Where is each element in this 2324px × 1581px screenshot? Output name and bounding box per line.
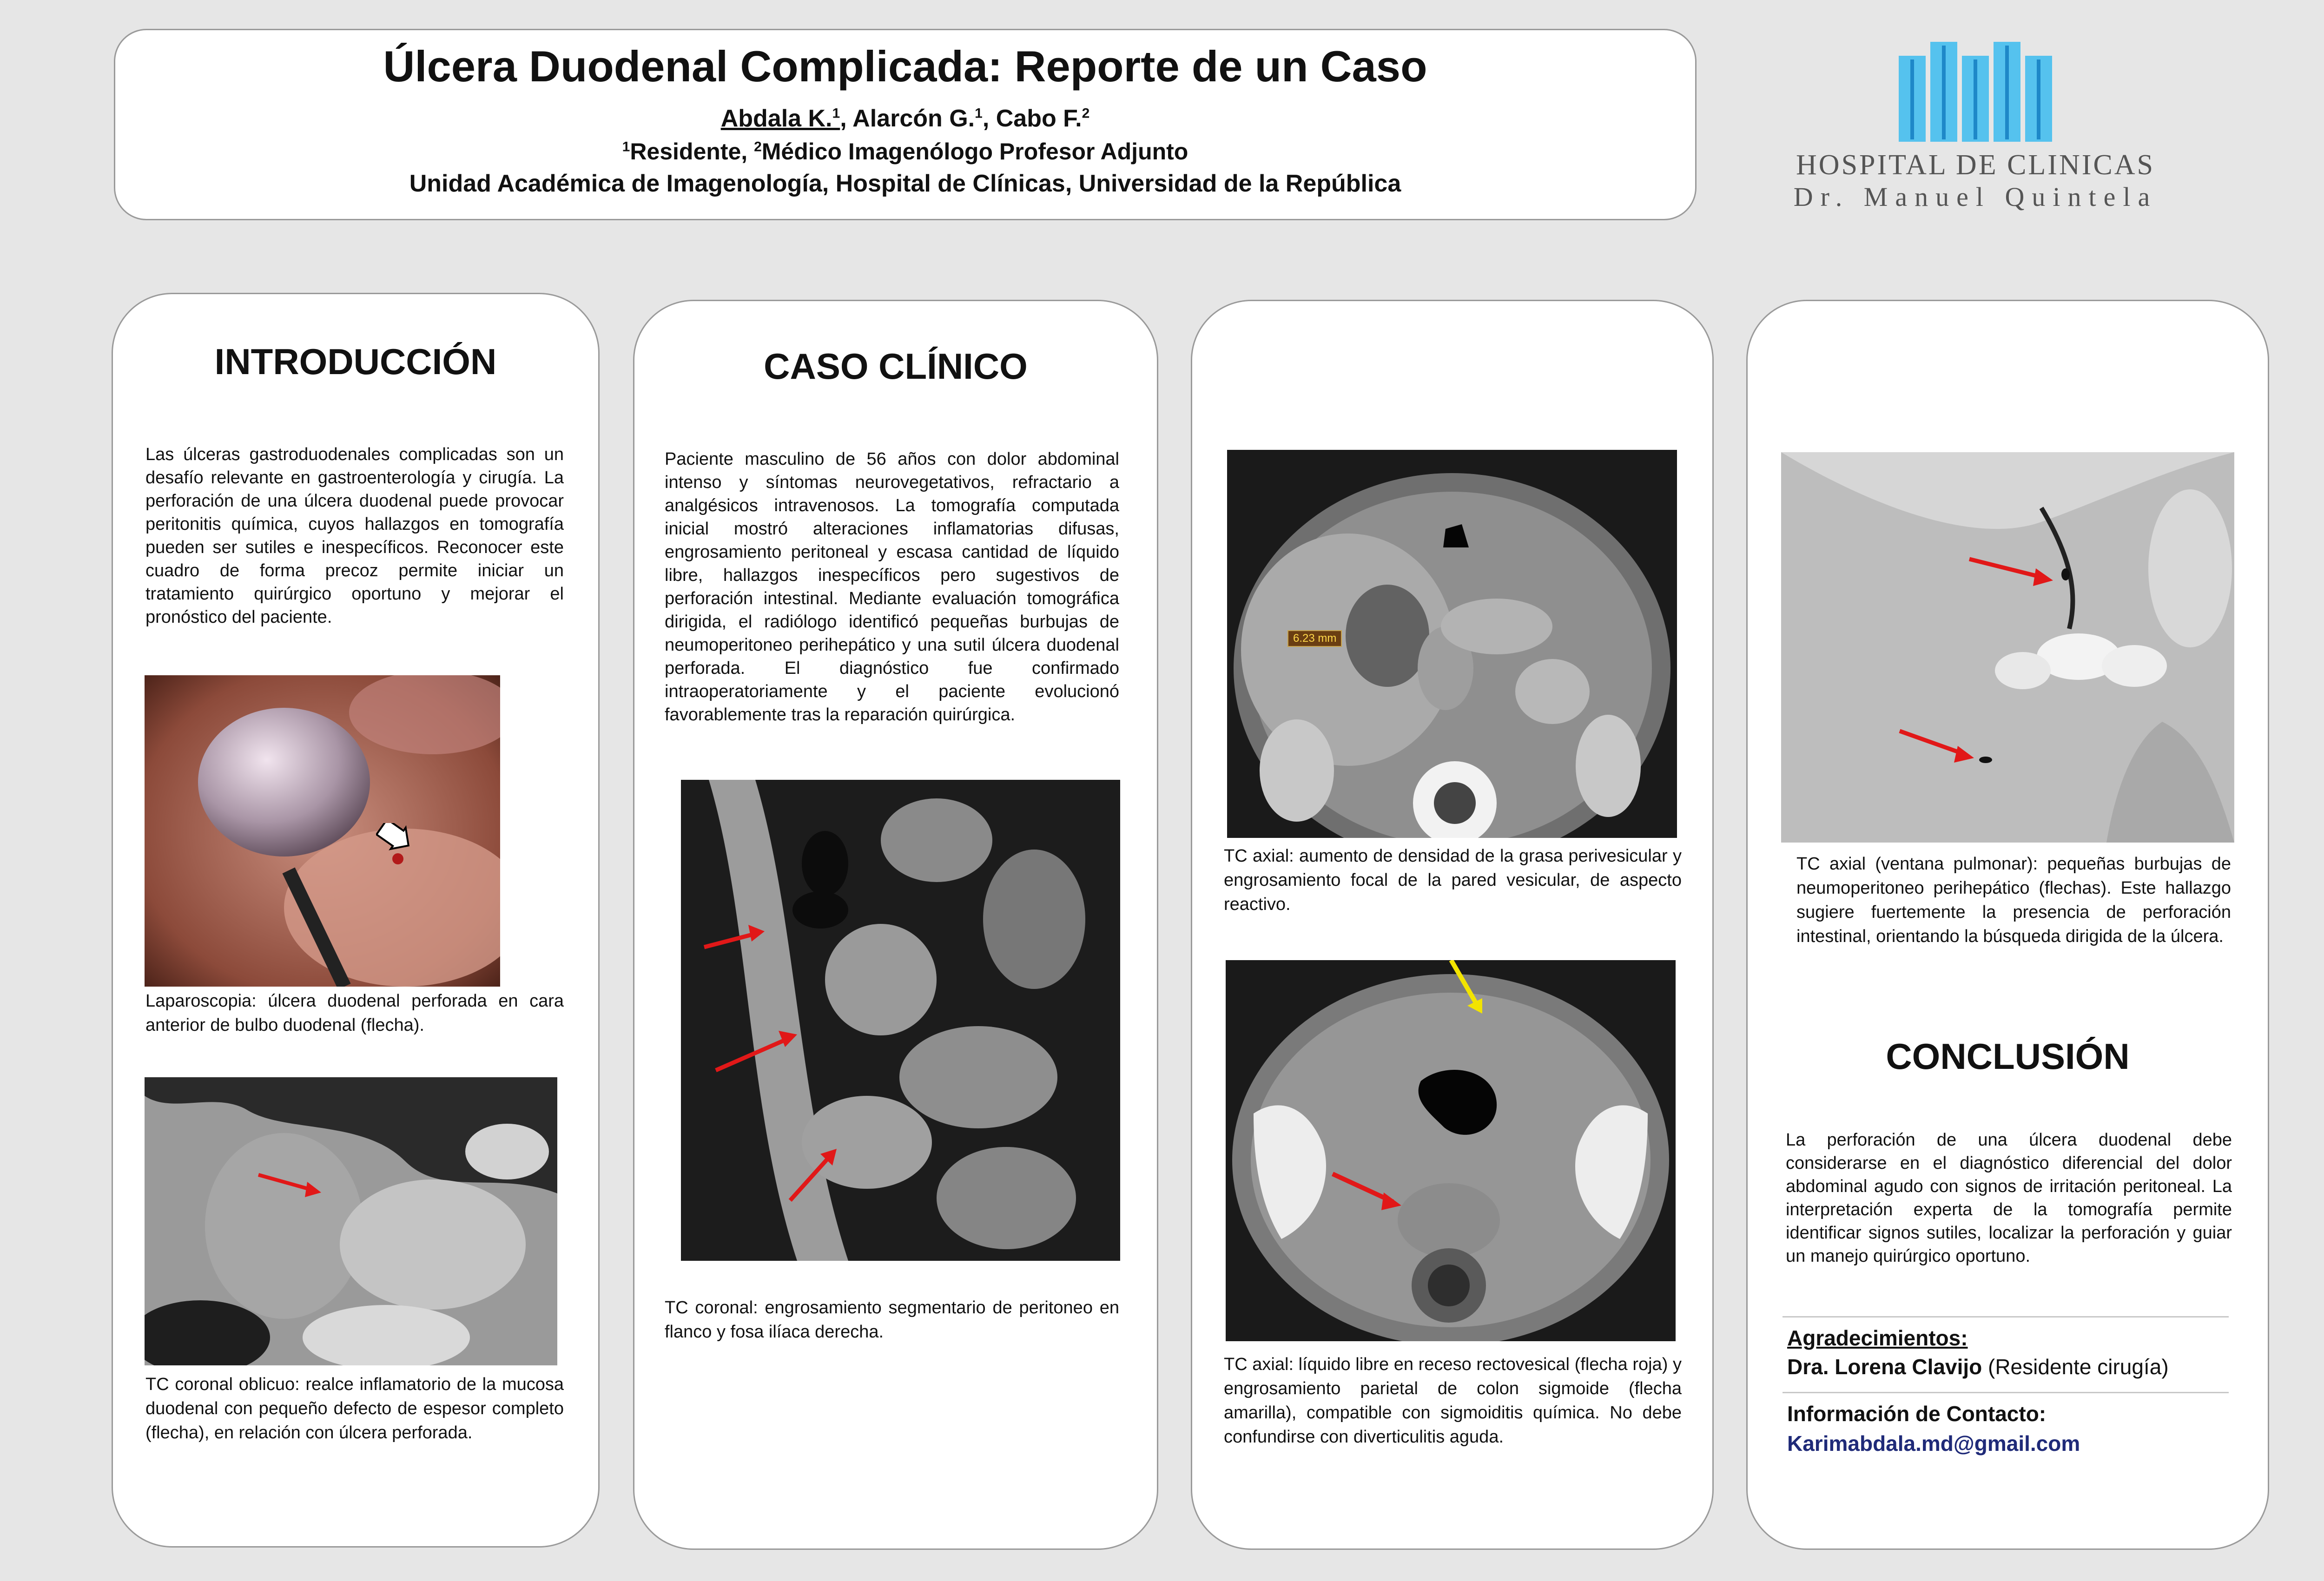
- caso-body: Paciente masculino de 56 años con dolor abdominal intenso y síntomas neurovegetativos, refractario a analgésicos intravenosos. La tomografía computada inicial mostró alteraciones inflamatorias difusas, engrosamiento peritoneal y escasa cantidad de líquido libre, hallazgos inespecíficos pero sugestivos de perforación intestinal. Mediante evaluación tomográfica dirigida, el radiólogo identificó pequeñas burbujas de neumoperitoneo perihepático y una sutil úlcera duodenal perforada. El diagnóstico fue confirmado intraoperatoriamente y el paciente evolucionó favorablemente tras la reparación quirúrgica.: [665, 449, 1119, 725]
- ct-axial-pelvis-image: [1226, 960, 1676, 1341]
- acknowledgements: [1787, 1324, 2233, 1381]
- ct-lung-window-image: [1781, 452, 2234, 843]
- laparoscopy-caption: Laparoscopia: úlcera duodenal perforada en cara anterior de bulbo duodenal (flecha).: [145, 991, 564, 1035]
- divider-top: [1783, 1316, 2229, 1318]
- measurement-label: 6.23 mm: [1287, 630, 1342, 647]
- authors-line: Abdala K.$^1$, Alarcón G.$^1$, Cabo F.$^2$: [720, 105, 1090, 132]
- author-1: Abdala K.$^1$: [720, 105, 840, 132]
- panel-caso-clinico: [633, 300, 1158, 1550]
- affiliation: Unidad Académica de Imagenología, Hospital de Clínicas, Universidad de la República: [409, 170, 1401, 197]
- caso-heading: CASO CLÍNICO: [764, 346, 1028, 387]
- ack-line: [1787, 1352, 2233, 1381]
- panel-introduccion: [112, 293, 600, 1548]
- ack-heading: Agradecimientos:: [1787, 1326, 1968, 1350]
- ct-coronal-caption: TC coronal: engrosamiento segmentario de peritoneo en flanco y fosa ilíaca derecha.: [665, 1298, 1119, 1342]
- conclusion-heading: CONCLUSIÓN: [1886, 1036, 2130, 1077]
- poster-title: Úlcera Duodenal Complicada: Reporte de un Caso: [383, 42, 1427, 91]
- panel-conclusion: [1746, 300, 2269, 1550]
- ct-coronal-image: [681, 780, 1120, 1261]
- logo-line-1: HOSPITAL DE CLINICAS: [1796, 149, 2155, 181]
- logo-line-2: Dr. Manuel Quintela: [1793, 182, 2158, 212]
- ct-coronal-oblique-image: [145, 1077, 557, 1365]
- author-2: Alarcón G.$^1$: [852, 105, 983, 132]
- contact-heading: Información de Contacto:: [1787, 1402, 2047, 1426]
- contact-email[interactable]: Karimabdala.md@gmail.com: [1787, 1431, 2080, 1456]
- hospital-logo: [1757, 33, 2194, 218]
- red-arrow-icon: [145, 1077, 557, 1365]
- red-and-yellow-arrows-icon: [1226, 960, 1676, 1341]
- ct-lung-window-caption: TC axial (ventana pulmonar): pequeñas burbujas de neumoperitoneo perihepático (flechas). Este hallazgo sugiere fuertemente la presencia de perforación intestinal, orientando la búsqueda dirigida de la úlcera.: [1796, 854, 2231, 946]
- ack-name: Dra. Lorena Clavijo: [1787, 1355, 1982, 1379]
- white-arrow-icon: [376, 823, 413, 851]
- ct-axial-pelvis-caption: TC axial: líquido libre en receso rectovesical (flecha roja) y engrosamiento parietal de colon sigmoide (flecha amarilla), compatible con sigmoiditis química. No debe confundirse con diverticulitis aguda.: [1224, 1355, 1682, 1447]
- author-3: Cabo F.$^2$: [996, 105, 1090, 132]
- red-arrows-icon: [1781, 452, 2234, 843]
- title-box: [114, 29, 1697, 220]
- divider-bottom: [1783, 1392, 2229, 1393]
- contact-info: [1787, 1399, 2233, 1458]
- ack-role: (Residente cirugía): [1982, 1355, 2169, 1379]
- roles-line: $^1$Residente, $^2$Médico Imagenólogo Profesor Adjunto: [622, 138, 1188, 165]
- panel-imagenes: [1191, 300, 1714, 1550]
- ct-axial-gallbladder-image: [1227, 450, 1677, 838]
- conclusion-body: La perforación de una úlcera duodenal debe considerarse en el diagnóstico diferencial del dolor abdominal agudo con signos de irritación peritoneal. La interpretación experta de la tomografía permite identificar signos sutiles, localizar la perforación y guiar un manejo quirúrgico oportuno.: [1786, 1130, 2232, 1266]
- laparoscopy-image: [145, 675, 500, 987]
- ct-coronal-oblique-caption: TC coronal oblicuo: realce inflamatorio de la mucosa duodenal con pequeño defecto de espesor completo (flecha), en relación con úlcera perforada.: [145, 1375, 564, 1443]
- ct-axial-gallbladder-caption: TC axial: aumento de densidad de la grasa perivesicular y engrosamiento focal de la pared vesicular, de aspecto reactivo.: [1224, 846, 1682, 914]
- hospital-logo-mark: [1757, 33, 2194, 144]
- introduccion-heading: INTRODUCCIÓN: [214, 341, 497, 382]
- red-arrows-icon: [681, 780, 1120, 1261]
- introduccion-body: Las úlceras gastroduodenales complicadas son un desafío relevante en gastroenterología y cirugía. La perforación de una úlcera duodenal puede provocar peritonitis química, cuyos hallazgos en tomografía pueden ser sutiles e inespecíficos. Reconocer este cuadro de forma precoz permite iniciar un tratamiento quirúrgico oportuno y mejorar el pronóstico del paciente.: [145, 445, 564, 627]
